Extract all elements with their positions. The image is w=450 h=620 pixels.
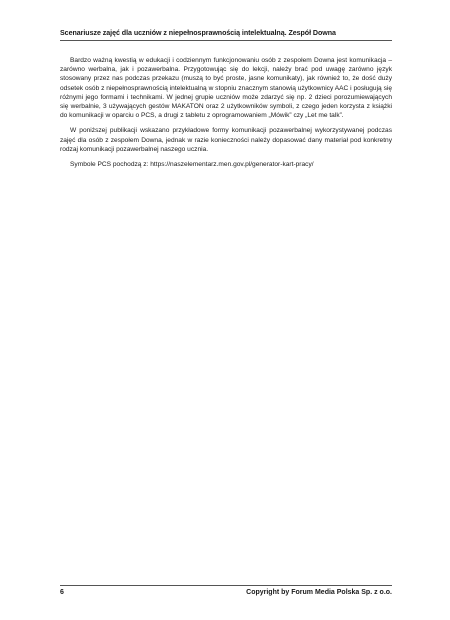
paragraph-communication: Bardzo ważną kwestią w edukacji i codziennym funkcjonowaniu osób z zespołem Downa jest komunikacja – zarówno werbalna, jak i pozawerbalna. Przygotowując się do lekcji, należy brać pod uwagę zarówno język stosowany przez nas podczas przekazu (muszą to być proste, jasne komunikaty), jak również to, że dość duży odsetek osób z niepełnosprawnością intelektualną w stopniu znacznym stanowią użytkownicy AAC i posługują się różnymi jego formami i technikami. W jednej grupie uczniów może zdarzyć się np. 2 dzieci porozumiewających się werbalnie, 3 używających gestów MAKATON oraz 2 użytkowników symboli, z czego jeden korzysta z książki do komunikacji w oparciu o PCS, a drugi z tabletu z oprogramowaniem „Mówik” czy „Let me talk”. xyxy=(60,57,392,120)
header-divider xyxy=(60,40,392,41)
footer-divider xyxy=(60,585,392,586)
copyright-notice: Copyright by Forum Media Polska Sp. z o.o. xyxy=(246,589,392,596)
body-text xyxy=(60,56,392,175)
paragraph-pcs-source: Symbole PCS pochodzą z: https://naszelementarz.men.gov.pl/generator-kart-pracy/ xyxy=(70,161,314,169)
running-header: Scenariusze zajęć dla uczniów z niepełnosprawnością intelektualną. Zespół Downa xyxy=(60,29,336,37)
paragraph-publication-note: W poniższej publikacji wskazano przykładowe formy komunikacji pozawerbalnej wykorzystywanej podczas zajęć dla osób z zespołem Downa, jednak w razie konieczności należy dopasować dany materiał pod konkretny rodzaj komunikacji pozawerbalnej naszego ucznia. xyxy=(60,127,392,153)
page-number: 6 xyxy=(60,589,64,596)
